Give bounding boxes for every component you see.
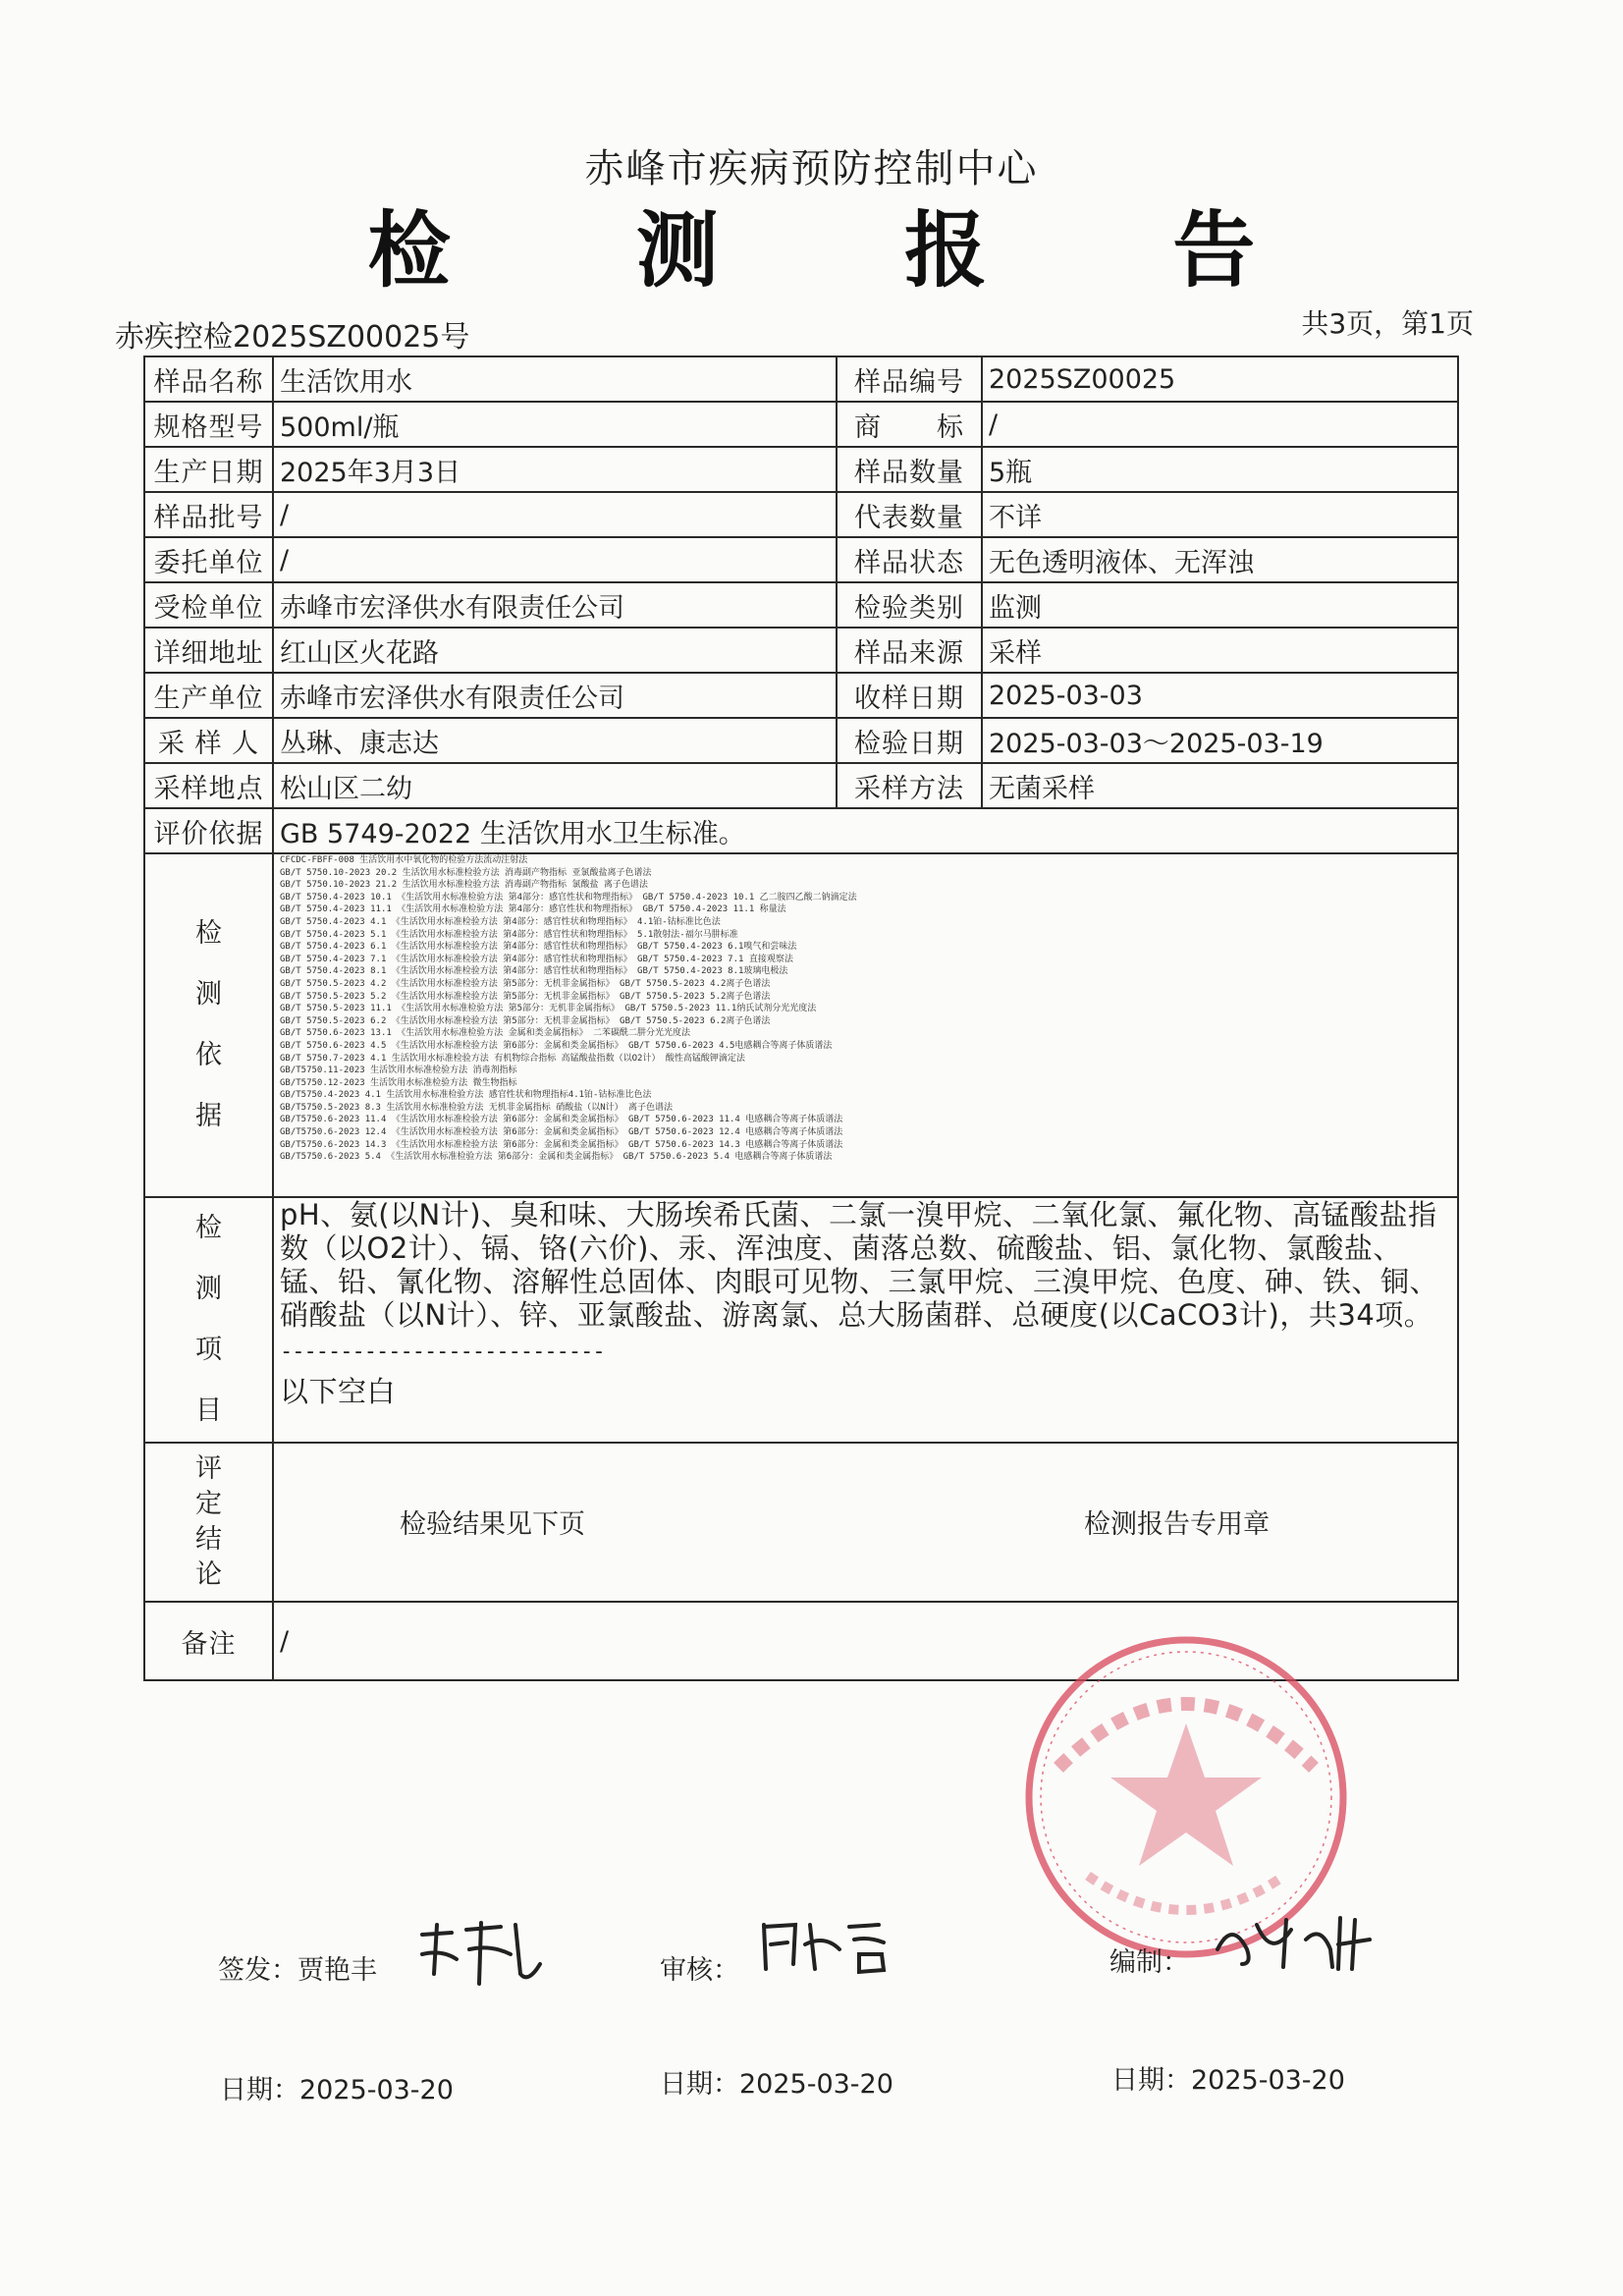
compiler-signature-icon <box>1213 1910 1380 1979</box>
basis-line: GB/T 5750.5-2023 4.2 《生活饮用水标准检验方法 第5部分：无机非金属指标》 GB/T 5750.5-2023 4.2离子色谱法 <box>280 978 771 989</box>
basis-line: GB/T 5750.5-2023 5.2 《生活饮用水标准检验方法 第5部分：无机非金属指标》 GB/T 5750.5-2023 5.2离子色谱法 <box>280 991 771 1002</box>
value-site: 松山区二幼 <box>273 763 837 808</box>
basis-line: GB/T5750.5-2023 8.3 生活饮用水标准检验方法 无机非金属指标 硝酸盐（以N计） 离子色谱法 <box>280 1102 674 1113</box>
conclusion-text: 检验结果见下页 <box>400 1509 585 1540</box>
value-rep-qty: 不详 <box>982 492 1458 537</box>
basis-line: GB/T 5750.4-2023 10.1 《生活饮用水标准检验方法 第4部分：感官性状和物理指标》 GB/T 5750.4-2023 10.1 乙二胺四乙酸二钠滴定法 <box>280 892 857 902</box>
basis-line: GB/T 5750.4-2023 5.1 《生活饮用水标准检验方法 第4部分：感官性状和物理指标》 5.1散射法-福尔马肼标准 <box>280 929 738 940</box>
value-source: 采样 <box>982 628 1458 673</box>
blank-note: 以下空白 <box>280 1375 397 1408</box>
basis-line: GB/T 5750.10-2023 21.2 生活饮用水标准检验方法 消毒副产物指标 氯酸盐 离子色谱法 <box>280 880 648 891</box>
conclusion-cell <box>273 1443 1458 1602</box>
basis-label-char: 测 <box>195 979 222 1010</box>
basis-line: GB/T 5750.6-2023 13.1 《生活饮用水标准检验方法 金属和类金属指标》 二苯碳酰二肼分光光度法 <box>280 1028 691 1039</box>
basis-line: GB/T 5750.5-2023 6.2 《生活饮用水标准检验方法 第5部分：无机非金属指标》 GB/T 5750.5-2023 6.2离子色谱法 <box>280 1015 771 1026</box>
label-batch: 样品批号 <box>144 492 273 537</box>
basis-line: GB/T 5750.4-2023 8.1 《生活饮用水标准检验方法 第4部分：感官性状和物理指标》 GB/T 5750.4-2023 8.1玻璃电极法 <box>280 966 788 977</box>
basis-line: GB/T 5750.4-2023 4.1 《生活饮用水标准检验方法 第4部分：感官性状和物理指标》 4.1铂-钴标准比色法 <box>280 916 721 927</box>
label-test-date: 检验日期 <box>837 718 982 763</box>
basis-line: GB/T5750.6-2023 12.4 《生活饮用水标准检验方法 第6部分：金属和类金属指标》 GB/T 5750.6-2023 12.4 电感耦合等离子体质谱法 <box>280 1127 843 1138</box>
value-prod-date: 2025年3月3日 <box>273 447 837 492</box>
stamp-label: 检测报告专用章 <box>1084 1509 1270 1540</box>
label-state: 样品状态 <box>837 537 982 582</box>
label-rep-qty: 代表数量 <box>837 492 982 537</box>
label-spec: 规格型号 <box>144 402 273 447</box>
label-inspected: 受检单位 <box>144 582 273 628</box>
value-sampler: 丛琳、康志达 <box>273 718 837 763</box>
compile-date: 日期：2025-03-20 <box>1111 2065 1345 2096</box>
label-sampler: 采 样 人 <box>144 718 273 763</box>
value-address: 红山区火花路 <box>273 628 837 673</box>
reviewer-label: 审核： <box>660 1955 739 1986</box>
remarks-value: / <box>273 1602 1458 1680</box>
conclusion-label-char: 定 <box>195 1489 222 1519</box>
basis-line: GB/T 5750.4-2023 6.1 《生活饮用水标准检验方法 第4部分：感官性状和物理指标》 GB/T 5750.4-2023 6.1嗅气和尝味法 <box>280 942 797 953</box>
basis-line: GB/T 5750.5-2023 11.1 《生活饮用水标准检验方法 第5部分：无机非金属指标》 GB/T 5750.5-2023 11.1纳氏试剂分光光度法 <box>280 1004 817 1014</box>
value-eval: GB 5749-2022 生活饮用水卫生标准。 <box>273 808 1458 853</box>
issuer-label: 签发：贾艳丰 <box>218 1955 377 1986</box>
reviewer-signature-icon <box>756 1915 903 1984</box>
label-eval: 评价依据 <box>144 808 273 853</box>
issue-date: 日期：2025-03-20 <box>220 2075 454 2105</box>
basis-line: GB/T 5750.7-2023 4.1 生活饮用水标准检验方法 有机物综合指标 高锰酸盐指数（以O2计） 酸性高锰酸钾滴定法 <box>280 1053 745 1064</box>
value-state: 无色透明液体、无浑浊 <box>982 537 1458 582</box>
conclusion-label-char: 评 <box>195 1453 222 1484</box>
label-client: 委托单位 <box>144 537 273 582</box>
value-sample-name: 生活饮用水 <box>273 356 837 402</box>
items-label-char: 检 <box>195 1213 222 1243</box>
basis-line: GB/T5750.4-2023 4.1 生活饮用水标准检验方法 感官性状和物理指标4.1铂-钴标准比色法 <box>280 1090 652 1101</box>
compiler-label: 编制： <box>1109 1947 1189 1978</box>
items-label <box>144 1197 273 1443</box>
label-site: 采样地点 <box>144 763 273 808</box>
value-inspected: 赤峰市宏泽供水有限责任公司 <box>273 582 837 628</box>
conclusion-label-char: 结 <box>195 1524 222 1555</box>
issuer-signature-icon <box>412 1915 550 1994</box>
remarks-label: 备注 <box>144 1602 273 1680</box>
basis-line: GB/T 5750.10-2023 20.2 生活饮用水标准检验方法 消毒副产物指标 亚氯酸盐离子色谱法 <box>280 867 652 878</box>
label-recv-date: 收样日期 <box>837 673 982 718</box>
basis-line: GB/T5750.12-2023 生活饮用水标准检验方法 微生物指标 <box>280 1077 517 1088</box>
label-source: 样品来源 <box>837 628 982 673</box>
value-brand: / <box>982 402 1458 447</box>
value-recv-date: 2025-03-03 <box>982 673 1458 718</box>
items-cell <box>273 1197 1458 1443</box>
basis-label-char: 检 <box>195 918 222 949</box>
conclusion-label <box>144 1443 273 1602</box>
page-info: 共3页，第1页 <box>1301 307 1474 340</box>
items-label-char: 目 <box>195 1395 222 1426</box>
label-qty: 样品数量 <box>837 447 982 492</box>
value-test-date: 2025-03-03～2025-03-19 <box>982 718 1458 763</box>
basis-list <box>273 853 1458 1197</box>
value-sample-no: 2025SZ00025 <box>982 356 1458 402</box>
basis-line: GB/T 5750.6-2023 4.5 《生活饮用水标准检验方法 第6部分：金属和类金属指标》 GB/T 5750.6-2023 4.5电感耦合等离子体质谱法 <box>280 1040 833 1051</box>
items-text: pH、氨(以N计)、臭和味、大肠埃希氏菌、二氯一溴甲烷、二氧化氯、氟化物、高锰酸盐指数（以O2计）、镉、铬(六价)、汞、浑浊度、菌落总数、硫酸盐、铝、氯化物、氯酸盐、锰、铅、氰化物、溶解性总固体、肉眼可见物、三氯甲烷、三溴甲烷、色度、砷、铁、铜、硝酸盐（以N计）、锌、亚氯酸盐、游离氯、总大肠菌群、总硬度(以CaCO3计)，共34项。 <box>280 1198 1439 1332</box>
label-brand: 商 标 <box>837 402 982 447</box>
basis-line: GB/T 5750.4-2023 11.1 《生活饮用水标准检验方法 第4部分：感官性状和物理指标》 GB/T 5750.4-2023 11.1 称量法 <box>280 904 786 915</box>
value-category: 监测 <box>982 582 1458 628</box>
basis-line: GB/T5750.11-2023 生活饮用水标准检验方法 消毒剂指标 <box>280 1066 517 1076</box>
value-spec: 500ml/瓶 <box>273 402 837 447</box>
label-producer: 生产单位 <box>144 673 273 718</box>
basis-label <box>144 853 273 1197</box>
basis-label-char: 据 <box>195 1101 222 1131</box>
basis-line: GB/T5750.6-2023 14.3 《生活饮用水标准检验方法 第6部分：金属和类金属指标》 GB/T 5750.6-2023 14.3 电感耦合等离子体质谱法 <box>280 1139 843 1150</box>
label-category: 检验类别 <box>837 582 982 628</box>
value-producer: 赤峰市宏泽供水有限责任公司 <box>273 673 837 718</box>
label-method: 采样方法 <box>837 763 982 808</box>
value-batch: / <box>273 492 837 537</box>
basis-line: GB/T 5750.4-2023 7.1 《生活饮用水标准检验方法 第4部分：感官性状和物理指标》 GB/T 5750.4-2023 7.1 直接观察法 <box>280 954 793 964</box>
org-name: 赤峰市疾病预防控制中心 <box>584 146 1039 191</box>
value-client: / <box>273 537 837 582</box>
label-prod-date: 生产日期 <box>144 447 273 492</box>
label-sample-no: 样品编号 <box>837 356 982 402</box>
basis-label-char: 依 <box>195 1040 222 1070</box>
basis-line: CFCDC-FBFF-008 生活饮用水中氧化物的检验方法流动注射法 <box>280 855 528 865</box>
conclusion-label-char: 论 <box>195 1559 222 1590</box>
value-method: 无菌采样 <box>982 763 1458 808</box>
report-title: 检 测 报 告 <box>367 201 1334 299</box>
value-qty: 5瓶 <box>982 447 1458 492</box>
report-number: 赤疾控检2025SZ00025号 <box>115 320 470 355</box>
report-table <box>143 355 1459 1681</box>
items-separator: --------------------------- <box>280 1339 605 1364</box>
review-date: 日期：2025-03-20 <box>660 2069 893 2100</box>
items-label-char: 测 <box>195 1274 222 1304</box>
basis-line: GB/T5750.6-2023 11.4 《生活饮用水标准检验方法 第6部分：金属和类金属指标》 GB/T 5750.6-2023 11.4 电感耦合等离子体质谱法 <box>280 1115 843 1125</box>
basis-line: GB/T5750.6-2023 5.4 《生活饮用水标准检验方法 第6部分：金属和类金属指标》 GB/T 5750.6-2023 5.4 电感耦合等离子体质谱法 <box>280 1152 833 1163</box>
label-address: 详细地址 <box>144 628 273 673</box>
label-sample-name: 样品名称 <box>144 356 273 402</box>
items-label-char: 项 <box>195 1335 222 1365</box>
